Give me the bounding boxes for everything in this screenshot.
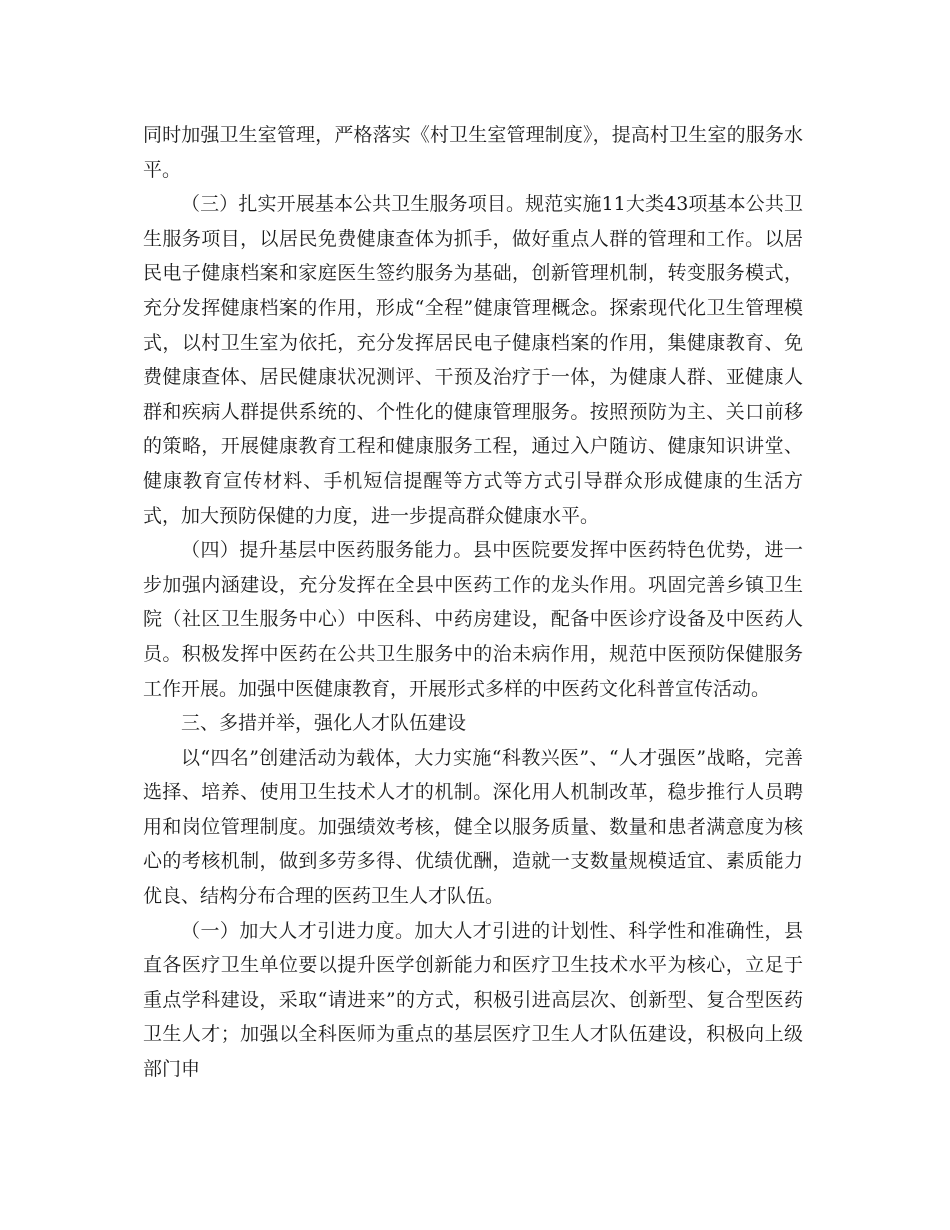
paragraph-talent-recruitment: （一）加大人才引进力度。加大人才引进的计划性、科学性和准确性，县直各医疗卫生单位要以提升医学创新能力和医疗卫生技术水平为核心，立足于重点学科建设，采取“请进来”的方式，积极引进高层次、创新型、复合型医药卫生人才；加强以全科医师为重点的基层医疗卫生人才队伍建设，积极向上级部门申 [143, 919, 803, 1081]
paragraph-village-clinic: 同时加强卫生室管理，严格落实《村卫生室管理制度》，提高村卫生室的服务水平。 [143, 124, 803, 181]
section-heading-talent: 三、多措并举，强化人才队伍建设 [181, 712, 467, 735]
paragraph-talent-strategy: 以“四名”创建活动为载体，大力实施“科教兴医”、“人才强医”战略，完善选择、培养、使用卫生技术人才的机制。深化用人机制改革，稳步推行人员聘用和岗位管理制度。加强绩效考核，健全以服务质量、数量和患者满意度为核心的考核机制，做到多劳多得、优绩优酬，造就一支数量规模适宜、素质能力优良、结构分布合理的医药卫生人才队伍。 [143, 746, 803, 908]
document-body [143, 118, 803, 1087]
paragraph-tcm-services: （四）提升基层中医药服务能力。县中医院要发挥中医药特色优势，进一步加强内涵建设，充分发挥在全县中医药工作的龙头作用。巩固完善乡镇卫生院（社区卫生服务中心）中医科、中药房建设，配备中医诊疗设备及中医药人员。积极发挥中医药在公共卫生服务中的治未病作用，规范中医预防保健服务工作开展。加强中医健康教育，开展形式多样的中医药文化科普宣传活动。 [143, 539, 803, 700]
paragraph-public-health-services: （三）扎实开展基本公共卫生服务项目。规范实施11大类43项基本公共卫生服务项目，以居民免费健康查体为抓手，做好重点人群的管理和工作。以居民电子健康档案和家庭医生签约服务为基础，创新管理机制，转变服务模式，充分发挥健康档案的作用，形成“全程”健康管理概念。探索现代化卫生管理模式，以村卫生室为依托，充分发挥居民电子健康档案的作用，集健康教育、免费健康查体、居民健康状况测评、干预及治疗于一体，为健康人群、亚健康人群和疾病人群提供系统的、个性化的健康管理服务。按照预防为主、关口前移的策略，开展健康教育工程和健康服务工程，通过入户随访、健康知识讲堂、健康教育宣传材料、手机短信提醒等方式等方式引导群众形成健康的生活方式，加大预防保健的力度，进一步提高群众健康水平。 [143, 193, 803, 527]
